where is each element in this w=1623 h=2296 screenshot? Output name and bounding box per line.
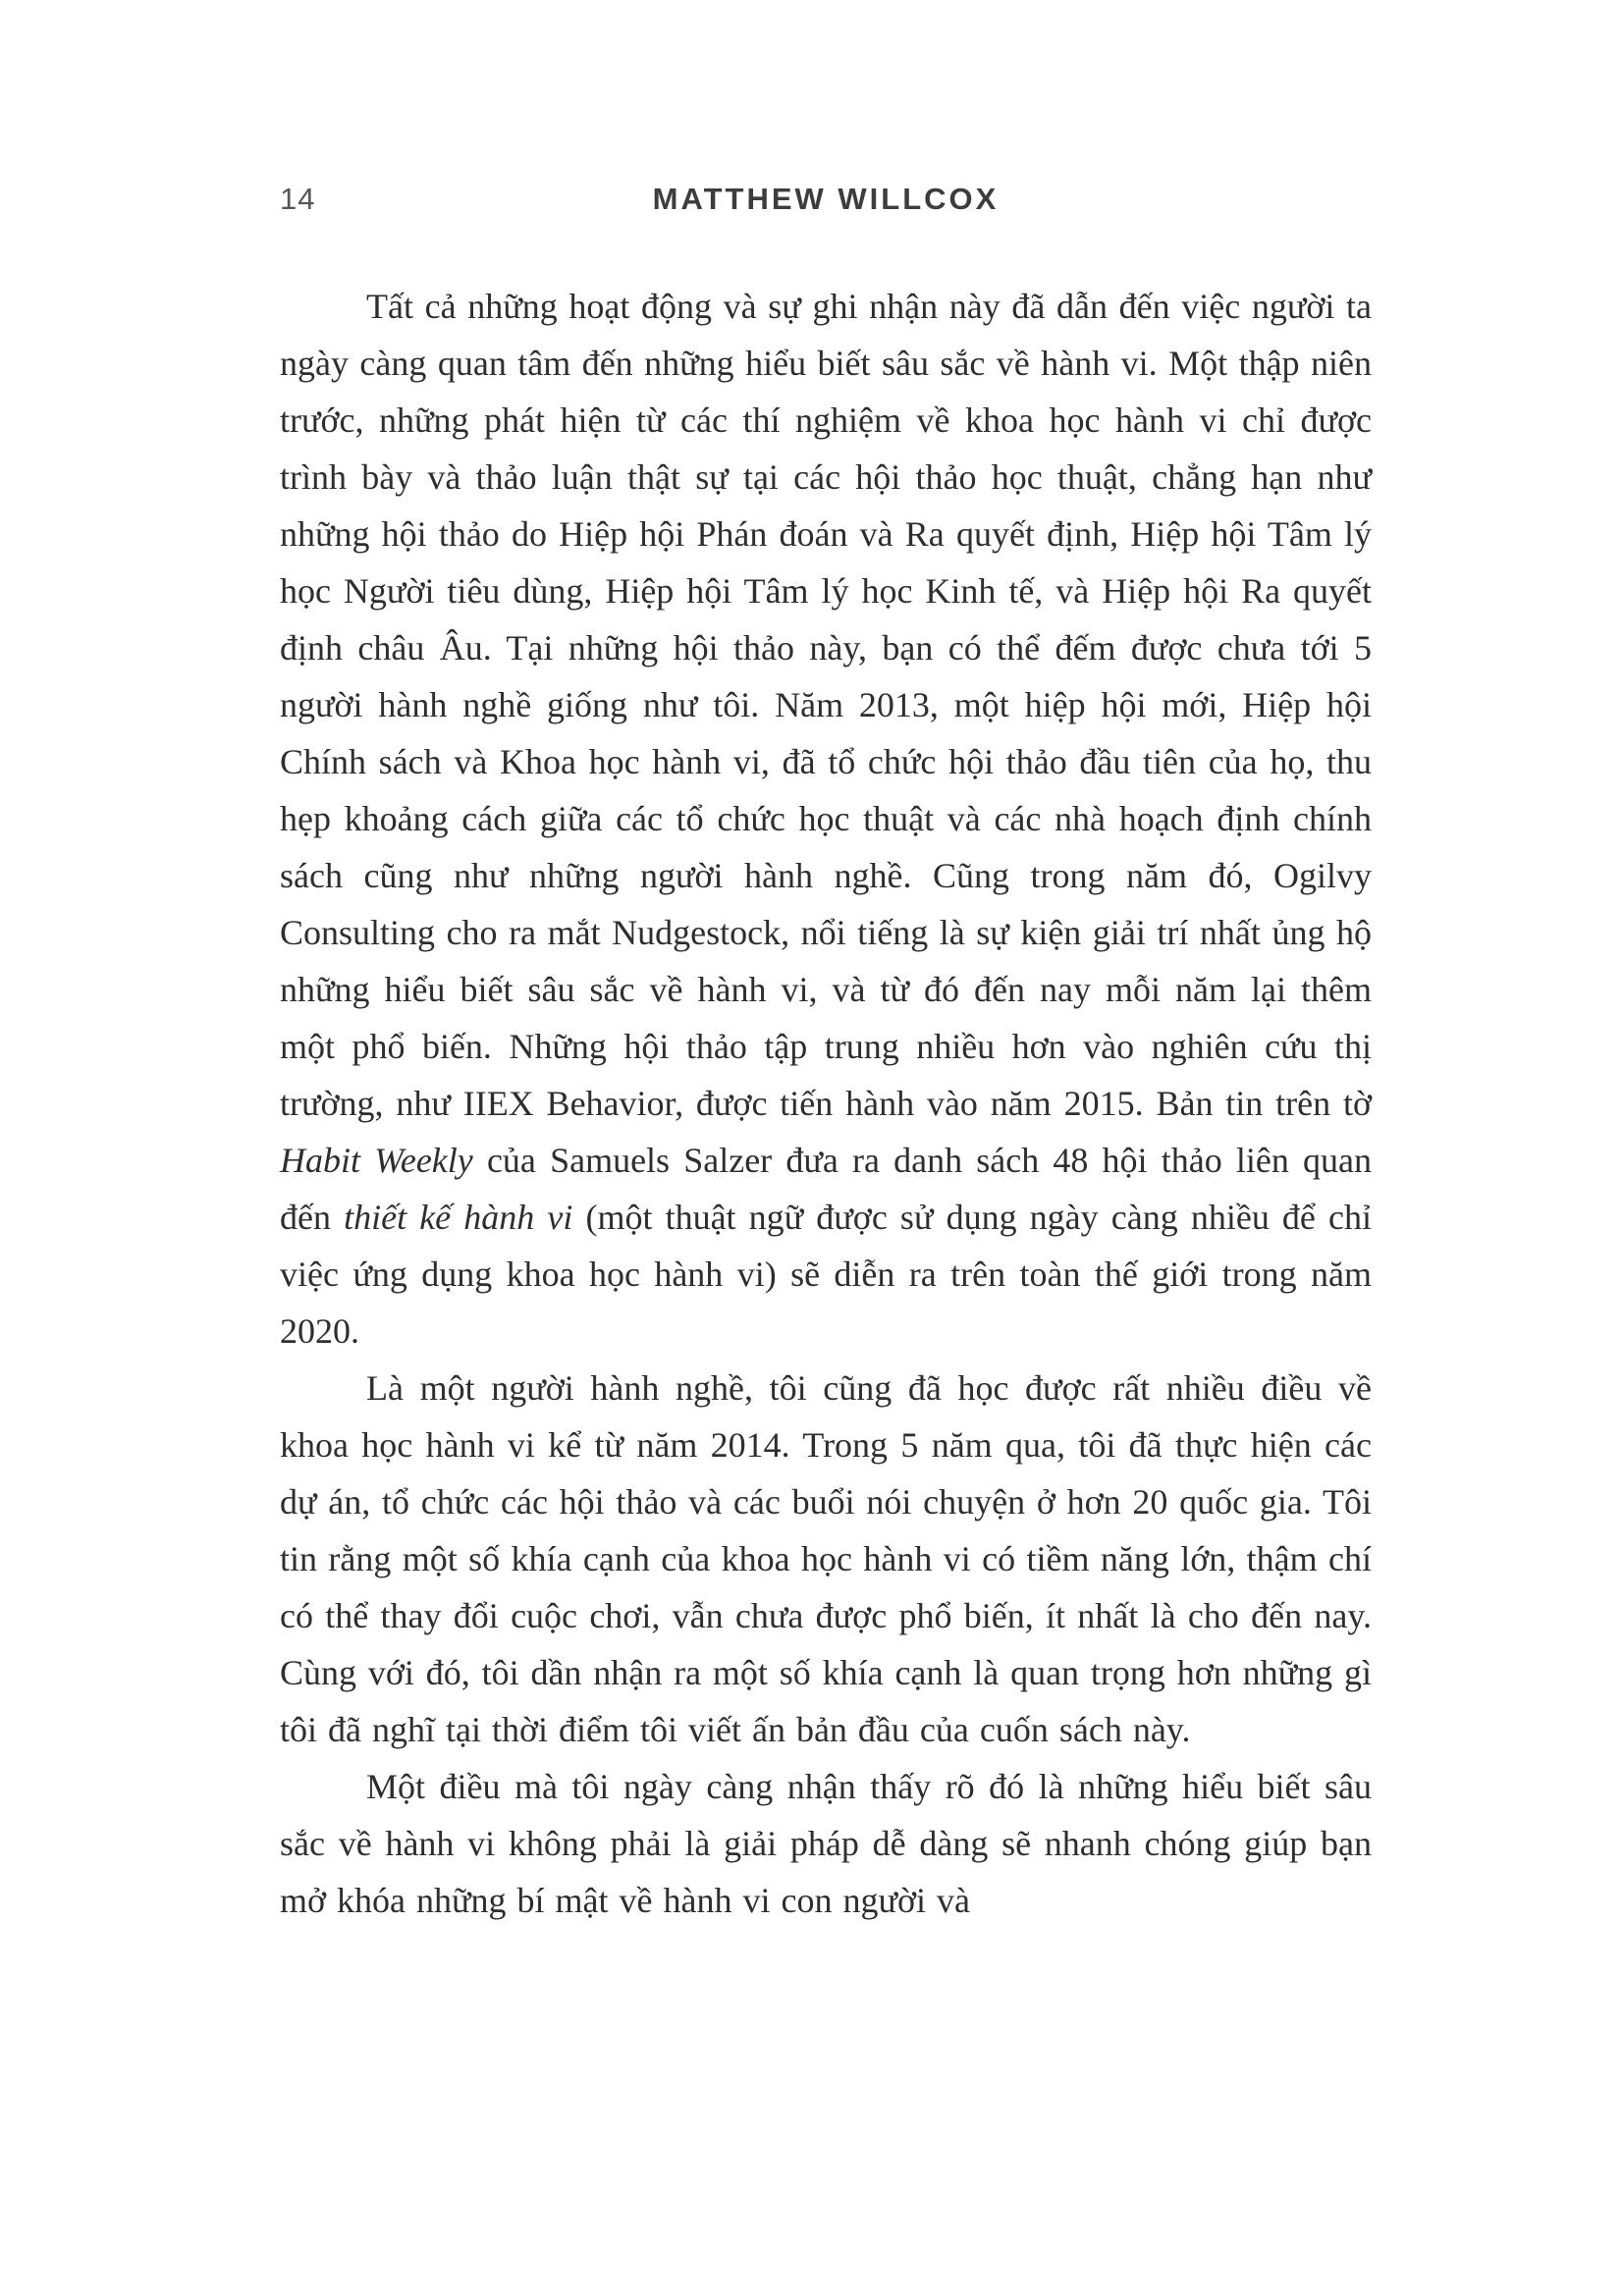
body-paragraph — [280, 1758, 1372, 1929]
text-run: của Samuels Salzer đưa ra danh sách 48 hội thảo liên quan đến — [280, 1141, 1372, 1237]
italic-text-run: Habit Weekly — [280, 1141, 473, 1180]
text-run: Là một người hành nghề, tôi cũng đã học được rất nhiều điều về khoa học hành vi kể từ năm 2014. Trong 5 năm qua, tôi đã thực hiện các dự án, tổ chức các hội thảo và các buổi nói chuyện ở hơn 20 quốc gia. Tôi tin rằng một số khía cạnh của khoa học hành vi có tiềm năng lớn, thậm chí có thể thay đổi cuộc chơi, vẫn chưa được phổ biến, ít nhất là cho đến nay. Cùng với đó, tôi dần nhận ra một số khía cạnh là quan trọng hơn những gì tôi đã nghĩ tại thời điểm tôi viết ấn bản đầu của cuốn sách này. — [280, 1368, 1372, 1749]
body-paragraph — [280, 278, 1372, 1360]
running-header: MATTHEW WILLCOX — [652, 182, 1000, 216]
body-text — [280, 278, 1372, 1929]
body-paragraph — [280, 1360, 1372, 1758]
text-run: Tất cả những hoạt động và sự ghi nhận này đã dẫn đến việc người ta ngày càng quan tâm đến những hiểu biết sâu sắc về hành vi. Một thập niên trước, những phát hiện từ các thí nghiệm về khoa học hành vi chỉ được trình bày và thảo luận thật sự tại các hội thảo học thuật, chẳng hạn như những hội thảo do Hiệp hội Phán đoán và Ra quyết định, Hiệp hội Tâm lý học Người tiêu dùng, Hiệp hội Tâm lý học Kinh tế, và Hiệp hội Ra quyết định châu Âu. Tại những hội thảo này, bạn có thể đếm được chưa tới 5 người hành nghề giống như tôi. Năm 2013, một hiệp hội mới, Hiệp hội Chính sách và Khoa học hành vi, đã tổ chức hội thảo đầu tiên của họ, thu hẹp khoảng cách giữa các tổ chức học thuật và các nhà hoạch định chính sách cũng như những người hành nghề. Cũng trong năm đó, Ogilvy Consulting cho ra mắt Nudgestock, nổi tiếng là sự kiện giải trí nhất ủng hộ những hiểu biết sâu sắc về hành vi, và từ đó đến nay mỗi năm lại thêm một phổ biến. Những hội thảo tập trung nhiều hơn vào nghiên cứu thị trường, như IIEX Behavior, được tiến hành vào năm 2015. Bản tin trên tờ — [280, 287, 1372, 1123]
text-run: (một thuật ngữ được sử dụng ngày càng nhiều để chỉ việc ứng dụng khoa học hành vi) sẽ diễn ra trên toàn thế giới trong năm 2020. — [280, 1198, 1372, 1351]
text-run: Một điều mà tôi ngày càng nhận thấy rõ đó là những hiểu biết sâu sắc về hành vi không phải là giải pháp dễ dàng sẽ nhanh chóng giúp bạn mở khóa những bí mật về hành vi con người và — [280, 1767, 1372, 1920]
text-column — [280, 182, 1372, 1929]
italic-text-run: thiết kế hành vi — [344, 1198, 573, 1237]
page-number: 14 — [280, 182, 316, 216]
page-header — [280, 182, 1372, 227]
